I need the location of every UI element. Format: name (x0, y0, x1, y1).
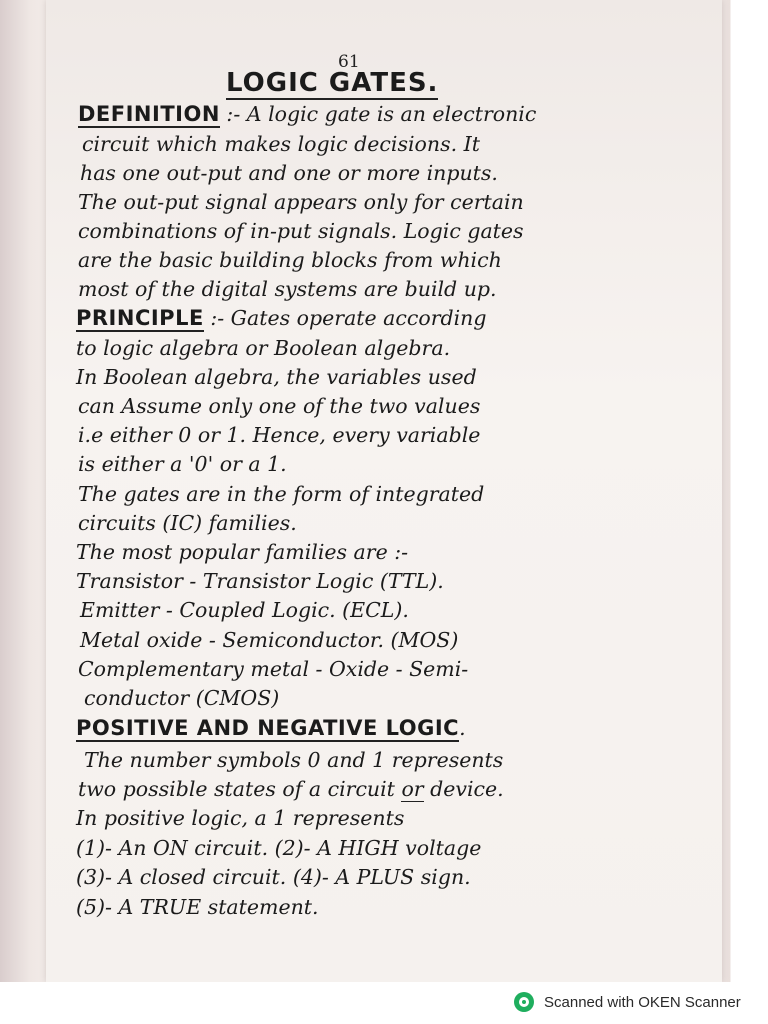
line-12: i.e either 0 or 1. Hence, every variable (78, 423, 481, 447)
heading-positive-negative-logic: POSITIVE AND NEGATIVE LOGIC (76, 716, 460, 740)
line-19: Metal oxide - Semiconductor. (MOS) (80, 628, 459, 652)
line-9: to logic algebra or Boolean algebra. (76, 336, 451, 360)
line-13: is either a '0' or a 1. (78, 452, 287, 476)
page-title: LOGIC GATES. (226, 68, 439, 98)
line-23: The number symbols 0 and 1 represents (84, 748, 504, 772)
heading-principle: PRINCIPLE (76, 306, 204, 330)
heading-definition: DEFINITION (78, 102, 220, 126)
oken-scanner-logo-icon (514, 992, 534, 1012)
line-20: Complementary metal - Oxide - Semi- (78, 657, 469, 681)
line-16: The most popular families are :- (76, 540, 409, 564)
line-27: (3)- A closed circuit. (4)- A PLUS sign. (76, 865, 471, 889)
line-26: (1)- An ON circuit. (2)- A HIGH voltage (76, 836, 482, 860)
line-11: can Assume only one of the two values (78, 394, 481, 418)
line-8: PRINCIPLE :- Gates operate according (76, 306, 487, 330)
scanner-label: Scanned with OKEN Scanner (544, 993, 741, 1011)
line-5: combinations of in-put signals. Logic gates (78, 219, 524, 243)
line-15: circuits (IC) families. (78, 511, 297, 535)
line-10: In Boolean algebra, the variables used (76, 365, 477, 389)
line-25: In positive logic, a 1 represents (76, 806, 405, 830)
line-7: most of the digital systems are build up. (78, 277, 497, 301)
line-6: are the basic building blocks from which (78, 248, 502, 272)
line-2: circuit which makes logic decisions. It (82, 132, 480, 156)
page-number: 61 (338, 52, 360, 72)
line-3: has one out-put and one or more inputs. (80, 161, 498, 185)
line-1: DEFINITION :- A logic gate is an electronic (78, 102, 537, 126)
line-18: Emitter - Coupled Logic. (ECL). (80, 598, 409, 622)
line-17: Transistor - Transistor Logic (TTL). (76, 569, 444, 593)
line-21: conductor (CMOS) (84, 686, 280, 710)
line-22: POSITIVE AND NEGATIVE LOGIC. (76, 716, 466, 740)
line-24: two possible states of a circuit or device. (78, 777, 504, 801)
line-14: The gates are in the form of integrated (78, 482, 485, 506)
line-28: (5)- A TRUE statement. (76, 895, 319, 919)
scanner-watermark (514, 990, 741, 1014)
line-4: The out-put signal appears only for certain (78, 190, 524, 214)
